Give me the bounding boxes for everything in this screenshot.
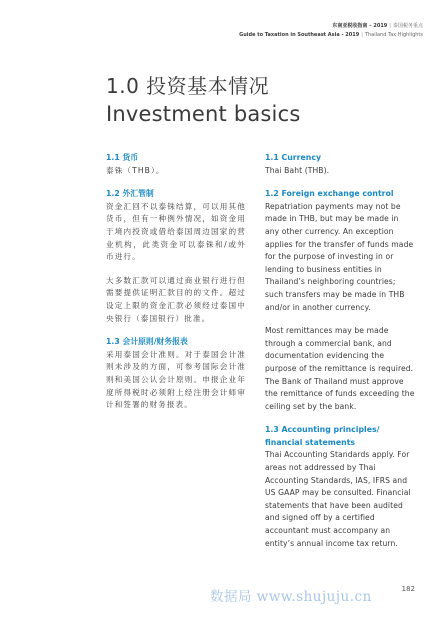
cn-section-accounting xyxy=(106,336,246,412)
page-title-cn: 1.0 投资基本情况 xyxy=(106,74,270,98)
header-line-en: Guide to Taxation in Southeast Asia - 2019 | Thailand Tax Highlights xyxy=(239,32,423,38)
header-cn-title: 东南亚税收指南 – 2019 xyxy=(332,23,388,29)
en-paragraph: Repatriation payments may not be made in THB, but may be made in any other currency. An exception applies for the transfer of funds made for the purpose of investing in or lending to business entities in Thailand’s neighboring countries; such transfers may be made in THB and/or in another currency. xyxy=(265,201,414,312)
en-section-accounting xyxy=(265,424,415,550)
watermark-text: 数据局 www.shujuju.cn xyxy=(210,589,372,605)
cn-paragraph: 泰铢（THB）。 xyxy=(106,165,165,175)
en-paragraph: Thai Accounting Standards apply. For areas not addressed by Thai Accounting Standards, IAS, IFRS and US GAAP may be consulted. Financial statements that have been audited and signed off by a certified accountant must accompany an entity’s annual income tax return. xyxy=(265,450,411,548)
page-title xyxy=(106,72,300,128)
en-section-forex xyxy=(265,188,415,413)
page-number: 182 xyxy=(401,585,415,593)
en-heading-accounting: 1.3 Accounting principles/ financial statements xyxy=(265,425,380,447)
cn-heading-accounting: 1.3 会计原则/财务报表 xyxy=(106,337,188,347)
page-title-en: Investment basics xyxy=(106,102,301,126)
cn-heading-currency: 1.1 货币 xyxy=(106,153,139,162)
en-paragraph: Most remittances may be made through a commercial bank, and documentation evidencing the purpose of the remittance is required. The Bank of Thailand must approve the remittance of funds exceeding the ceiling set by the bank. xyxy=(265,326,415,411)
running-header xyxy=(239,22,423,40)
chinese-column xyxy=(106,152,246,423)
header-en-sub: Thailand Tax Highlights xyxy=(364,32,423,38)
english-column xyxy=(265,152,415,561)
cn-section-forex xyxy=(106,188,246,325)
cn-paragraph: 资金汇回不以泰铢结算，可以用其他货币，但有一种例外情况，如资金用于境内投资或借给泰国周边国家的营业机构，此类资金可以泰铢和/或外币进行。 xyxy=(106,201,246,262)
en-paragraph: Thai Baht (THB). xyxy=(265,165,330,175)
cn-section-currency xyxy=(106,152,246,177)
cn-paragraph: 采用泰国会计准则。对于泰国会计准则未涉及的方面，可参考国际会计准则和美国公认会计原则。申报企业年度所得税时必须附上经注册会计师审计和签署的财务报表。 xyxy=(106,349,246,410)
en-section-currency xyxy=(265,152,415,177)
cn-heading-forex: 1.2 外汇管制 xyxy=(106,189,154,199)
header-en-title: Guide to Taxation in Southeast Asia - 2019 xyxy=(239,32,360,38)
en-heading-currency: 1.1 Currency xyxy=(265,153,322,162)
en-heading-forex: 1.2 Foreign exchange control xyxy=(265,189,394,199)
header-line-cn: 东南亚税收指南 – 2019 | 泰国税务重点 xyxy=(332,23,423,29)
cn-paragraph: 大多数汇款可以通过商业银行进行但需要提供证明汇款目的的文件。超过设定上限的资金汇款必须经过泰国中央银行（泰国银行）批准。 xyxy=(106,275,246,323)
header-cn-sub: 泰国税务重点 xyxy=(392,23,423,29)
